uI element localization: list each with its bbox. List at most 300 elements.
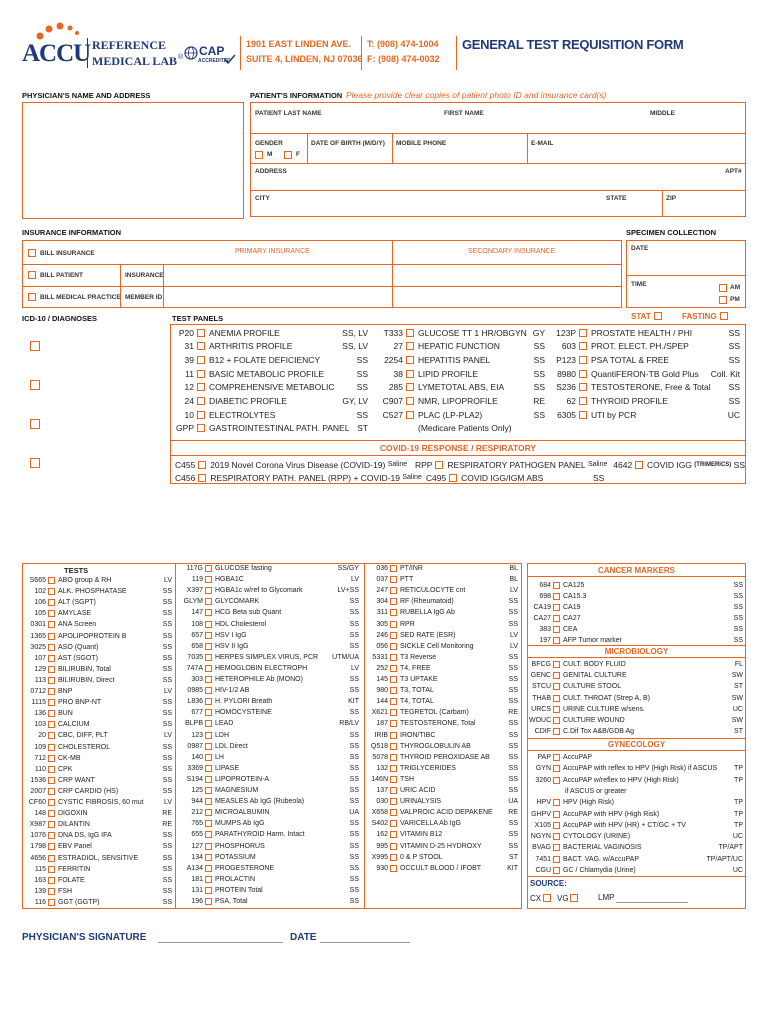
test-checkbox[interactable] bbox=[205, 576, 212, 583]
fasting-checkbox[interactable] bbox=[720, 312, 728, 320]
test-row[interactable] bbox=[24, 597, 172, 608]
gyn-checkbox[interactable] bbox=[553, 799, 560, 806]
test-checkbox[interactable] bbox=[205, 587, 212, 594]
test-row[interactable] bbox=[24, 797, 172, 808]
test-checkbox[interactable] bbox=[390, 665, 397, 672]
test-row[interactable] bbox=[177, 896, 359, 907]
test-row[interactable] bbox=[366, 674, 518, 685]
test-row[interactable] bbox=[177, 641, 359, 652]
test-row[interactable] bbox=[24, 697, 172, 708]
gyn-checkbox[interactable] bbox=[553, 765, 560, 772]
source-cx-checkbox[interactable] bbox=[543, 894, 551, 902]
test-row[interactable] bbox=[24, 708, 172, 719]
test-row[interactable] bbox=[24, 730, 172, 741]
gyn-checkbox[interactable] bbox=[553, 777, 560, 784]
test-row[interactable] bbox=[177, 619, 359, 630]
test-checkbox[interactable] bbox=[390, 698, 397, 705]
test-checkbox[interactable] bbox=[48, 788, 55, 795]
test-checkbox[interactable] bbox=[48, 899, 55, 906]
panel-row[interactable] bbox=[172, 340, 368, 353]
test-checkbox[interactable] bbox=[205, 732, 212, 739]
physician-box[interactable] bbox=[22, 102, 244, 219]
am-label: AM bbox=[730, 284, 741, 291]
panel-row[interactable] bbox=[375, 408, 545, 421]
test-checkbox[interactable] bbox=[205, 632, 212, 639]
test-row[interactable] bbox=[366, 574, 518, 585]
panel-checkbox[interactable] bbox=[406, 411, 414, 419]
test-checkbox[interactable] bbox=[390, 621, 397, 628]
test-checkbox[interactable] bbox=[48, 810, 55, 817]
panel-checkbox[interactable] bbox=[197, 356, 205, 364]
test-row[interactable] bbox=[366, 818, 518, 829]
icd-checkbox-3[interactable] bbox=[30, 419, 40, 429]
test-checkbox[interactable] bbox=[205, 898, 212, 905]
test-checkbox[interactable] bbox=[205, 654, 212, 661]
test-row[interactable] bbox=[366, 841, 518, 852]
panel-row[interactable] bbox=[375, 395, 545, 408]
panel-checkbox[interactable] bbox=[197, 424, 205, 432]
test-checkbox[interactable] bbox=[390, 787, 397, 794]
panel-checkbox[interactable] bbox=[579, 397, 587, 405]
test-checkbox[interactable] bbox=[48, 610, 55, 617]
bill-medical-checkbox[interactable] bbox=[28, 293, 36, 301]
covid-c455-name: 2019 Novel Corona Virus Disease (COVID-19) bbox=[210, 459, 386, 470]
test-checkbox[interactable] bbox=[48, 710, 55, 717]
micro-row[interactable] bbox=[529, 659, 743, 670]
test-checkbox[interactable] bbox=[48, 688, 55, 695]
panel-row[interactable] bbox=[375, 326, 545, 339]
test-checkbox[interactable] bbox=[390, 676, 397, 683]
test-row[interactable] bbox=[24, 764, 172, 775]
test-checkbox[interactable] bbox=[48, 599, 55, 606]
test-row[interactable] bbox=[366, 774, 518, 785]
panel-checkbox[interactable] bbox=[579, 329, 587, 337]
panel-row[interactable] bbox=[172, 395, 368, 408]
test-checkbox[interactable] bbox=[205, 887, 212, 894]
panel-row[interactable] bbox=[550, 326, 740, 339]
test-checkbox[interactable] bbox=[48, 888, 55, 895]
icd-checkbox-2[interactable] bbox=[30, 380, 40, 390]
cancer-row[interactable] bbox=[529, 580, 743, 591]
panel-checkbox[interactable] bbox=[406, 342, 414, 350]
micro-row[interactable] bbox=[529, 704, 743, 715]
gyn-row[interactable] bbox=[529, 820, 743, 831]
test-row[interactable] bbox=[366, 741, 518, 752]
gyn-row[interactable] bbox=[529, 831, 743, 842]
micro-row[interactable] bbox=[529, 681, 743, 692]
test-row[interactable] bbox=[177, 685, 359, 696]
gyn-checkbox[interactable] bbox=[553, 754, 560, 761]
covid-c456-checkbox[interactable] bbox=[198, 474, 206, 482]
test-checkbox[interactable] bbox=[390, 687, 397, 694]
test-row[interactable] bbox=[366, 619, 518, 630]
test-checkbox[interactable] bbox=[390, 865, 397, 872]
micro-row[interactable] bbox=[529, 693, 743, 704]
micro-row[interactable] bbox=[529, 670, 743, 681]
test-row[interactable] bbox=[177, 707, 359, 718]
cancer-checkbox[interactable] bbox=[553, 637, 560, 644]
panel-checkbox[interactable] bbox=[406, 383, 414, 391]
test-row[interactable] bbox=[24, 653, 172, 664]
test-checkbox[interactable] bbox=[48, 766, 55, 773]
gyn-row[interactable] bbox=[529, 842, 743, 853]
test-checkbox[interactable] bbox=[205, 865, 212, 872]
panel-row[interactable] bbox=[550, 408, 740, 421]
gyn-row[interactable] bbox=[529, 809, 743, 820]
signature-line[interactable] bbox=[158, 942, 283, 943]
panel-checkbox[interactable] bbox=[197, 329, 205, 337]
date-line[interactable] bbox=[320, 942, 410, 943]
test-row[interactable] bbox=[177, 585, 359, 596]
cancer-checkbox[interactable] bbox=[553, 626, 560, 633]
panel-checkbox[interactable] bbox=[579, 411, 587, 419]
test-checkbox[interactable] bbox=[48, 777, 55, 784]
test-checkbox[interactable] bbox=[48, 655, 55, 662]
source-vg-checkbox[interactable] bbox=[570, 894, 578, 902]
micro-checkbox[interactable] bbox=[553, 728, 560, 735]
test-row[interactable] bbox=[177, 652, 359, 663]
test-checkbox[interactable] bbox=[390, 576, 397, 583]
test-row[interactable] bbox=[24, 719, 172, 730]
test-row[interactable] bbox=[177, 718, 359, 729]
test-checkbox[interactable] bbox=[205, 621, 212, 628]
test-checkbox[interactable] bbox=[205, 765, 212, 772]
lmp-label: LMP bbox=[598, 893, 615, 902]
test-row[interactable] bbox=[366, 807, 518, 818]
panel-row[interactable] bbox=[550, 353, 740, 366]
test-row[interactable] bbox=[366, 663, 518, 674]
test-row[interactable] bbox=[24, 742, 172, 753]
bill-patient-checkbox[interactable] bbox=[28, 271, 36, 279]
gyn-checkbox[interactable] bbox=[553, 856, 560, 863]
test-checkbox[interactable] bbox=[205, 676, 212, 683]
test-row[interactable] bbox=[24, 830, 172, 841]
panel-row[interactable] bbox=[375, 353, 545, 366]
panel-row[interactable] bbox=[172, 326, 368, 339]
test-row[interactable] bbox=[366, 641, 518, 652]
test-checkbox[interactable] bbox=[205, 665, 212, 672]
test-checkbox[interactable] bbox=[390, 609, 397, 616]
test-row[interactable] bbox=[24, 631, 172, 642]
test-checkbox[interactable] bbox=[48, 877, 55, 884]
test-specimen: SS bbox=[349, 642, 359, 650]
micro-checkbox[interactable] bbox=[553, 661, 560, 668]
test-row[interactable] bbox=[24, 575, 172, 586]
test-row[interactable] bbox=[177, 818, 359, 829]
test-row[interactable] bbox=[177, 829, 359, 840]
test-row[interactable] bbox=[366, 585, 518, 596]
test-row[interactable] bbox=[177, 730, 359, 741]
test-row[interactable] bbox=[24, 875, 172, 886]
test-row[interactable] bbox=[24, 841, 172, 852]
cancer-checkbox[interactable] bbox=[553, 604, 560, 611]
test-checkbox[interactable] bbox=[48, 633, 55, 640]
test-checkbox[interactable] bbox=[48, 744, 55, 751]
test-row[interactable] bbox=[24, 886, 172, 897]
test-checkbox[interactable] bbox=[390, 632, 397, 639]
test-row[interactable] bbox=[177, 841, 359, 852]
test-row[interactable] bbox=[366, 596, 518, 607]
test-row[interactable] bbox=[366, 563, 518, 574]
micro-checkbox[interactable] bbox=[553, 683, 560, 690]
test-checkbox[interactable] bbox=[390, 776, 397, 783]
cancer-row[interactable] bbox=[529, 602, 743, 613]
covid-4642-checkbox[interactable] bbox=[635, 461, 643, 469]
test-row[interactable] bbox=[366, 652, 518, 663]
test-specimen: SS bbox=[349, 787, 359, 794]
test-row[interactable] bbox=[366, 829, 518, 840]
panel-row[interactable] bbox=[375, 340, 545, 353]
test-checkbox[interactable] bbox=[390, 754, 397, 761]
test-row[interactable] bbox=[24, 686, 172, 697]
test-row[interactable] bbox=[177, 796, 359, 807]
covid-rpp-checkbox[interactable] bbox=[435, 461, 443, 469]
test-row[interactable] bbox=[24, 586, 172, 597]
cancer-row[interactable] bbox=[529, 613, 743, 624]
panel-checkbox[interactable] bbox=[197, 370, 205, 378]
test-row[interactable] bbox=[177, 763, 359, 774]
panel-row[interactable] bbox=[375, 381, 545, 394]
test-specimen: SS bbox=[349, 709, 359, 717]
test-row[interactable] bbox=[177, 807, 359, 818]
cancer-checkbox[interactable] bbox=[553, 615, 560, 622]
test-checkbox[interactable] bbox=[48, 732, 55, 739]
gyn-row[interactable] bbox=[529, 854, 743, 865]
test-checkbox[interactable] bbox=[205, 698, 212, 705]
test-row[interactable] bbox=[366, 607, 518, 618]
test-row[interactable] bbox=[177, 607, 359, 618]
test-checkbox[interactable] bbox=[48, 799, 55, 806]
test-checkbox[interactable] bbox=[205, 854, 212, 861]
test-row[interactable] bbox=[24, 608, 172, 619]
test-row[interactable] bbox=[24, 675, 172, 686]
test-checkbox[interactable] bbox=[205, 798, 212, 805]
test-row[interactable] bbox=[24, 864, 172, 875]
panel-row[interactable] bbox=[550, 381, 740, 394]
test-checkbox[interactable] bbox=[205, 720, 212, 727]
test-row[interactable] bbox=[24, 642, 172, 653]
test-row[interactable] bbox=[24, 753, 172, 764]
test-row[interactable] bbox=[24, 775, 172, 786]
gender-f-checkbox[interactable] bbox=[284, 151, 292, 159]
micro-row[interactable] bbox=[529, 715, 743, 726]
test-checkbox[interactable] bbox=[390, 820, 397, 827]
test-row[interactable] bbox=[366, 707, 518, 718]
test-row[interactable] bbox=[177, 663, 359, 674]
test-checkbox[interactable] bbox=[390, 831, 397, 838]
cancer-checkbox[interactable] bbox=[553, 582, 560, 589]
test-checkbox[interactable] bbox=[48, 699, 55, 706]
panel-checkbox[interactable] bbox=[197, 383, 205, 391]
test-row[interactable] bbox=[177, 696, 359, 707]
test-row[interactable] bbox=[177, 785, 359, 796]
test-row[interactable] bbox=[366, 763, 518, 774]
test-checkbox[interactable] bbox=[390, 643, 397, 650]
test-row[interactable] bbox=[366, 752, 518, 763]
test-checkbox[interactable] bbox=[48, 621, 55, 628]
panel-row[interactable] bbox=[172, 381, 368, 394]
panel-checkbox[interactable] bbox=[197, 397, 205, 405]
test-checkbox[interactable] bbox=[48, 721, 55, 728]
gyn-row[interactable] bbox=[529, 865, 743, 876]
test-checkbox[interactable] bbox=[48, 677, 55, 684]
panel-row[interactable] bbox=[172, 353, 368, 366]
panel-checkbox[interactable] bbox=[197, 342, 205, 350]
test-row[interactable] bbox=[177, 752, 359, 763]
test-row[interactable] bbox=[24, 786, 172, 797]
micro-checkbox[interactable] bbox=[553, 672, 560, 679]
test-row[interactable] bbox=[177, 852, 359, 863]
test-checkbox[interactable] bbox=[205, 876, 212, 883]
panel-row[interactable] bbox=[550, 395, 740, 408]
test-row[interactable] bbox=[366, 730, 518, 741]
test-row[interactable] bbox=[24, 853, 172, 864]
panel-row[interactable] bbox=[172, 367, 368, 380]
gyn-row[interactable] bbox=[529, 763, 743, 774]
test-row[interactable] bbox=[177, 563, 359, 574]
test-row[interactable] bbox=[24, 619, 172, 630]
test-row[interactable] bbox=[366, 685, 518, 696]
test-row[interactable] bbox=[366, 796, 518, 807]
panel-checkbox[interactable] bbox=[579, 356, 587, 364]
covid-c495-checkbox[interactable] bbox=[449, 474, 457, 482]
panel-checkbox[interactable] bbox=[406, 356, 414, 364]
gyn-row[interactable] bbox=[529, 752, 743, 763]
micro-checkbox[interactable] bbox=[553, 717, 560, 724]
test-checkbox[interactable] bbox=[390, 809, 397, 816]
test-row[interactable] bbox=[177, 885, 359, 896]
panel-checkbox[interactable] bbox=[406, 329, 414, 337]
panel-checkbox[interactable] bbox=[406, 370, 414, 378]
panel-checkbox[interactable] bbox=[406, 397, 414, 405]
test-checkbox[interactable] bbox=[205, 743, 212, 750]
micro-row[interactable] bbox=[529, 726, 743, 737]
test-checkbox[interactable] bbox=[390, 720, 397, 727]
test-checkbox[interactable] bbox=[390, 587, 397, 594]
test-checkbox[interactable] bbox=[48, 866, 55, 873]
test-row[interactable] bbox=[177, 574, 359, 585]
panel-checkbox[interactable] bbox=[579, 383, 587, 391]
test-checkbox[interactable] bbox=[205, 831, 212, 838]
icd-checkbox-4[interactable] bbox=[30, 458, 40, 468]
test-row[interactable] bbox=[366, 785, 518, 796]
test-checkbox[interactable] bbox=[48, 855, 55, 862]
gender-m-checkbox[interactable] bbox=[255, 151, 263, 159]
gyn-row[interactable] bbox=[529, 786, 743, 797]
panel-checkbox[interactable] bbox=[579, 342, 587, 350]
test-checkbox[interactable] bbox=[390, 598, 397, 605]
test-checkbox[interactable] bbox=[205, 787, 212, 794]
test-checkbox[interactable] bbox=[205, 687, 212, 694]
test-row[interactable] bbox=[24, 664, 172, 675]
gyn-checkbox[interactable] bbox=[553, 833, 560, 840]
test-checkbox[interactable] bbox=[390, 565, 397, 572]
test-checkbox[interactable] bbox=[205, 709, 212, 716]
micro-checkbox[interactable] bbox=[553, 695, 560, 702]
panel-name: COMPREHENSIVE METABOLIC bbox=[209, 382, 335, 393]
test-row[interactable] bbox=[177, 674, 359, 685]
test-checkbox[interactable] bbox=[205, 565, 212, 572]
test-checkbox[interactable] bbox=[205, 643, 212, 650]
test-checkbox[interactable] bbox=[48, 755, 55, 762]
test-checkbox[interactable] bbox=[390, 854, 397, 861]
gyn-checkbox[interactable] bbox=[553, 822, 560, 829]
test-checkbox[interactable] bbox=[48, 588, 55, 595]
test-row[interactable] bbox=[24, 897, 172, 908]
gyn-checkbox[interactable] bbox=[553, 844, 560, 851]
test-checkbox[interactable] bbox=[390, 765, 397, 772]
panel-checkbox[interactable] bbox=[579, 370, 587, 378]
test-checkbox[interactable] bbox=[205, 843, 212, 850]
gyn-checkbox[interactable] bbox=[553, 867, 560, 874]
test-checkbox[interactable] bbox=[48, 843, 55, 850]
test-checkbox[interactable] bbox=[390, 743, 397, 750]
test-row[interactable] bbox=[177, 774, 359, 785]
cancer-row[interactable] bbox=[529, 624, 743, 635]
test-checkbox[interactable] bbox=[48, 832, 55, 839]
pm-checkbox[interactable] bbox=[719, 296, 727, 304]
cancer-row[interactable] bbox=[529, 591, 743, 602]
test-checkbox[interactable] bbox=[205, 820, 212, 827]
test-row[interactable] bbox=[177, 630, 359, 641]
test-row[interactable] bbox=[366, 630, 518, 641]
test-checkbox[interactable] bbox=[48, 644, 55, 651]
panel-checkbox[interactable] bbox=[197, 411, 205, 419]
test-row[interactable] bbox=[24, 808, 172, 819]
test-checkbox[interactable] bbox=[390, 732, 397, 739]
test-row[interactable] bbox=[366, 863, 518, 874]
test-checkbox[interactable] bbox=[205, 776, 212, 783]
test-row[interactable] bbox=[177, 596, 359, 607]
gyn-row[interactable] bbox=[529, 797, 743, 808]
test-checkbox[interactable] bbox=[205, 754, 212, 761]
test-row[interactable] bbox=[366, 696, 518, 707]
test-row[interactable] bbox=[177, 874, 359, 885]
bill-insurance-checkbox[interactable] bbox=[28, 249, 36, 257]
test-checkbox[interactable] bbox=[205, 809, 212, 816]
lmp-line[interactable] bbox=[616, 902, 688, 903]
test-checkbox[interactable] bbox=[390, 843, 397, 850]
icd-checkbox-1[interactable] bbox=[30, 341, 40, 351]
panel-row[interactable] bbox=[375, 367, 545, 380]
panel-row[interactable] bbox=[172, 408, 368, 421]
test-checkbox[interactable] bbox=[48, 666, 55, 673]
test-checkbox[interactable] bbox=[48, 821, 55, 828]
test-checkbox[interactable] bbox=[205, 598, 212, 605]
micro-checkbox[interactable] bbox=[553, 706, 560, 713]
test-row[interactable] bbox=[366, 852, 518, 863]
panel-row[interactable] bbox=[172, 422, 368, 435]
test-checkbox[interactable] bbox=[205, 609, 212, 616]
panel-row[interactable] bbox=[550, 340, 740, 353]
test-checkbox[interactable] bbox=[390, 798, 397, 805]
test-row[interactable] bbox=[366, 718, 518, 729]
gyn-checkbox[interactable] bbox=[553, 811, 560, 818]
cancer-checkbox[interactable] bbox=[553, 593, 560, 600]
test-checkbox[interactable] bbox=[390, 709, 397, 716]
covid-c455-checkbox[interactable] bbox=[198, 461, 206, 469]
test-row[interactable] bbox=[177, 741, 359, 752]
panel-row[interactable] bbox=[375, 422, 545, 435]
test-row[interactable] bbox=[177, 863, 359, 874]
panel-row[interactable] bbox=[550, 367, 740, 380]
test-checkbox[interactable] bbox=[390, 654, 397, 661]
am-checkbox[interactable] bbox=[719, 284, 727, 292]
stat-checkbox[interactable] bbox=[654, 312, 662, 320]
test-checkbox[interactable] bbox=[48, 577, 55, 584]
gyn-row[interactable] bbox=[529, 775, 743, 786]
test-row[interactable] bbox=[24, 819, 172, 830]
